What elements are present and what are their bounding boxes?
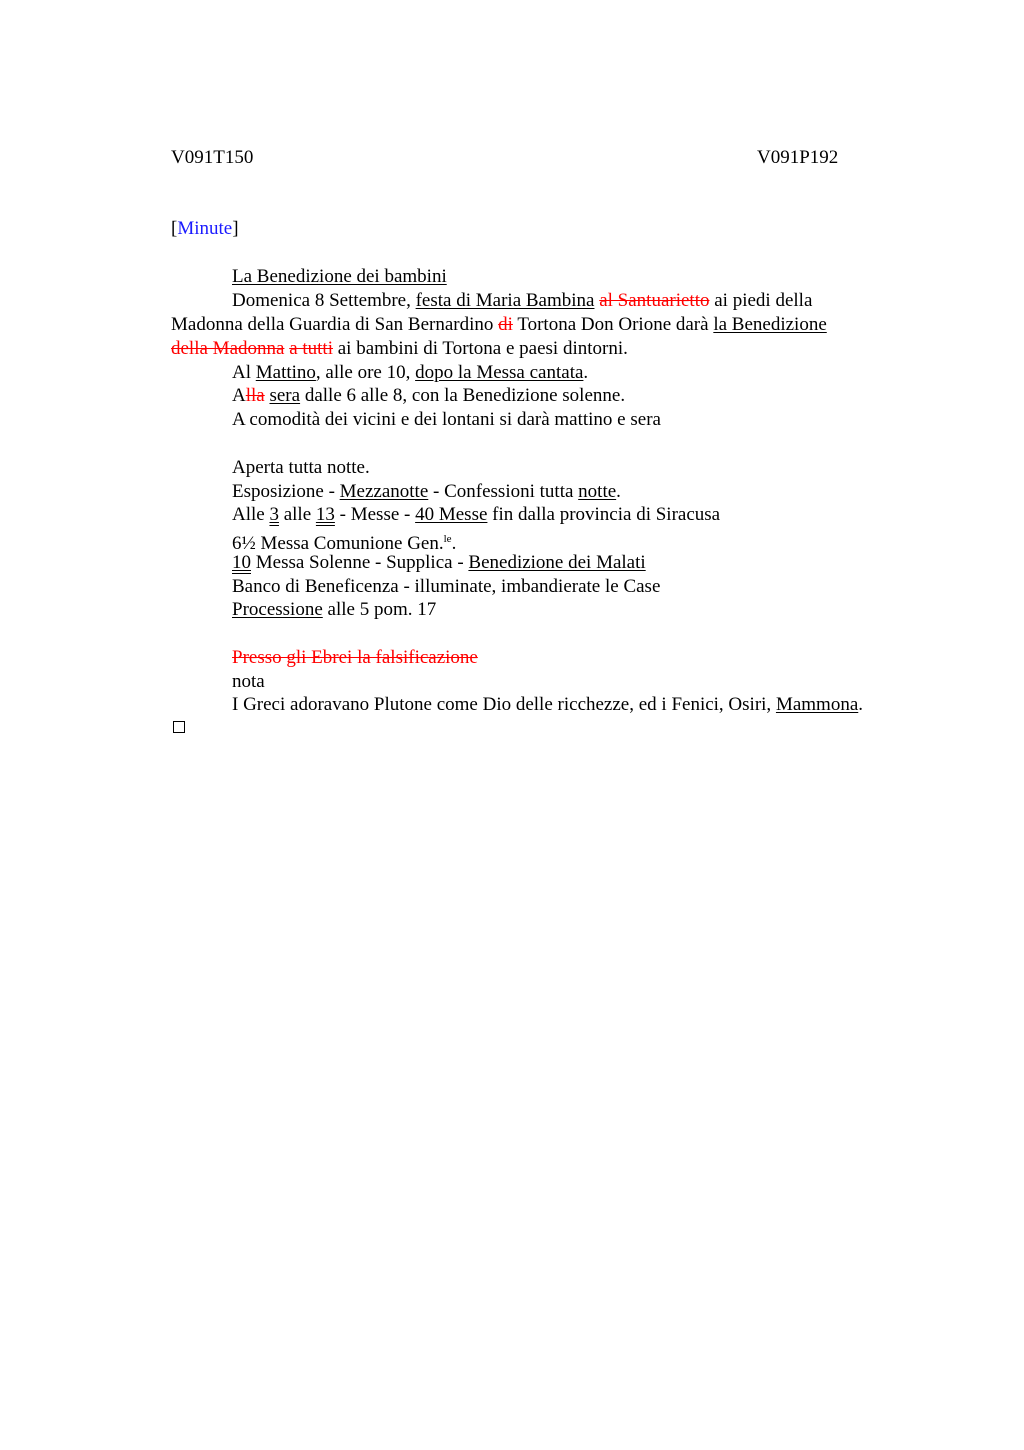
underlined-text: Mattino bbox=[255, 362, 316, 383]
text-line bbox=[232, 598, 436, 622]
underlined-text: dopo la Messa cantata bbox=[415, 362, 584, 383]
double-underlined-text: 10 bbox=[232, 552, 251, 573]
deleted-text: della Madonna bbox=[171, 338, 285, 359]
text-run: dalle 6 alle 8, con la Benedizione solenne. bbox=[300, 385, 626, 406]
header-right-code: V091P192 bbox=[757, 147, 839, 168]
text-run: Domenica 8 Settembre, bbox=[232, 290, 416, 311]
tag-close-bracket: ] bbox=[232, 218, 239, 239]
header-left-code: V091T150 bbox=[171, 147, 254, 168]
text-run: A bbox=[232, 385, 246, 406]
superscript-text: le bbox=[443, 533, 452, 545]
text-run: Tortona Don Orione darà bbox=[512, 314, 714, 335]
text-run: Al bbox=[232, 362, 256, 383]
text-line bbox=[171, 313, 827, 337]
checkbox-square-icon bbox=[173, 721, 185, 733]
underlined-text: Mammona bbox=[775, 694, 859, 715]
deleted-line: Presso gli Ebrei la falsificazione bbox=[232, 647, 478, 668]
text-run: . bbox=[616, 481, 621, 502]
text-run: Esposizione - bbox=[232, 481, 340, 502]
text-line: Banco di Beneficenza - illuminate, imbandierate le Case bbox=[232, 576, 661, 597]
underlined-text: festa di Maria Bambina bbox=[415, 290, 595, 311]
underlined-text: 40 Messe bbox=[415, 504, 488, 525]
text-run: fin dalla provincia di Siracusa bbox=[487, 504, 721, 525]
text-run: Madonna della Guardia di San Bernardino bbox=[171, 314, 499, 335]
deleted-text: al Santuarietto bbox=[599, 290, 710, 311]
text-run: I Greci adoravano Plutone come Dio delle ricchezze, ed i Fenici, Osiri, bbox=[232, 694, 776, 715]
text-run: . bbox=[858, 694, 864, 715]
text-line: Aperta tutta notte. bbox=[232, 457, 370, 478]
section-title: La Benedizione dei bambini bbox=[232, 266, 447, 287]
text-line: A comodità dei vicini e dei lontani si darà mattino e sera bbox=[232, 409, 661, 430]
text-line bbox=[232, 361, 588, 385]
underlined-text: Mezzanotte bbox=[339, 481, 429, 502]
text-line bbox=[232, 551, 646, 575]
underlined-text: Benedizione dei Malati bbox=[468, 552, 646, 573]
text-run: Messa Solenne - Supplica - bbox=[251, 552, 469, 573]
text-run: . bbox=[451, 533, 457, 554]
text-run: ai piedi della bbox=[709, 290, 813, 311]
text-line bbox=[232, 503, 720, 527]
text-line bbox=[232, 289, 812, 313]
nota-label: nota bbox=[232, 671, 265, 692]
underlined-text: Processione bbox=[232, 599, 323, 620]
underlined-text: notte bbox=[578, 481, 617, 502]
underlined-text: sera bbox=[269, 385, 301, 406]
deleted-text: a tutti bbox=[289, 338, 333, 359]
text-line bbox=[232, 384, 625, 408]
text-run: - Confessioni tutta bbox=[428, 481, 579, 502]
text-run: 6½ Messa Comunione Gen. bbox=[232, 533, 444, 554]
underlined-text: la Benedizione bbox=[713, 314, 827, 335]
double-underlined-text: 3 bbox=[269, 504, 279, 525]
deleted-text: lla bbox=[245, 385, 265, 406]
text-run: . bbox=[583, 362, 589, 383]
text-run: Alle bbox=[232, 504, 270, 525]
text-run: alle bbox=[278, 504, 316, 525]
text-line bbox=[232, 480, 621, 504]
text-run: , alle ore 10, bbox=[315, 362, 416, 383]
text-line bbox=[232, 693, 863, 717]
tag-label: Minute bbox=[177, 218, 233, 239]
deleted-text: di bbox=[498, 314, 513, 335]
text-line bbox=[171, 337, 628, 361]
tag-open-bracket: [ bbox=[171, 218, 178, 239]
minute-tag bbox=[171, 217, 239, 241]
double-underlined-text: 13 bbox=[315, 504, 335, 525]
text-run: alle 5 pom. 17 bbox=[322, 599, 437, 620]
text-run: - Messe - bbox=[334, 504, 416, 525]
text-run: ai bambini di Tortona e paesi dintorni. bbox=[333, 338, 628, 359]
